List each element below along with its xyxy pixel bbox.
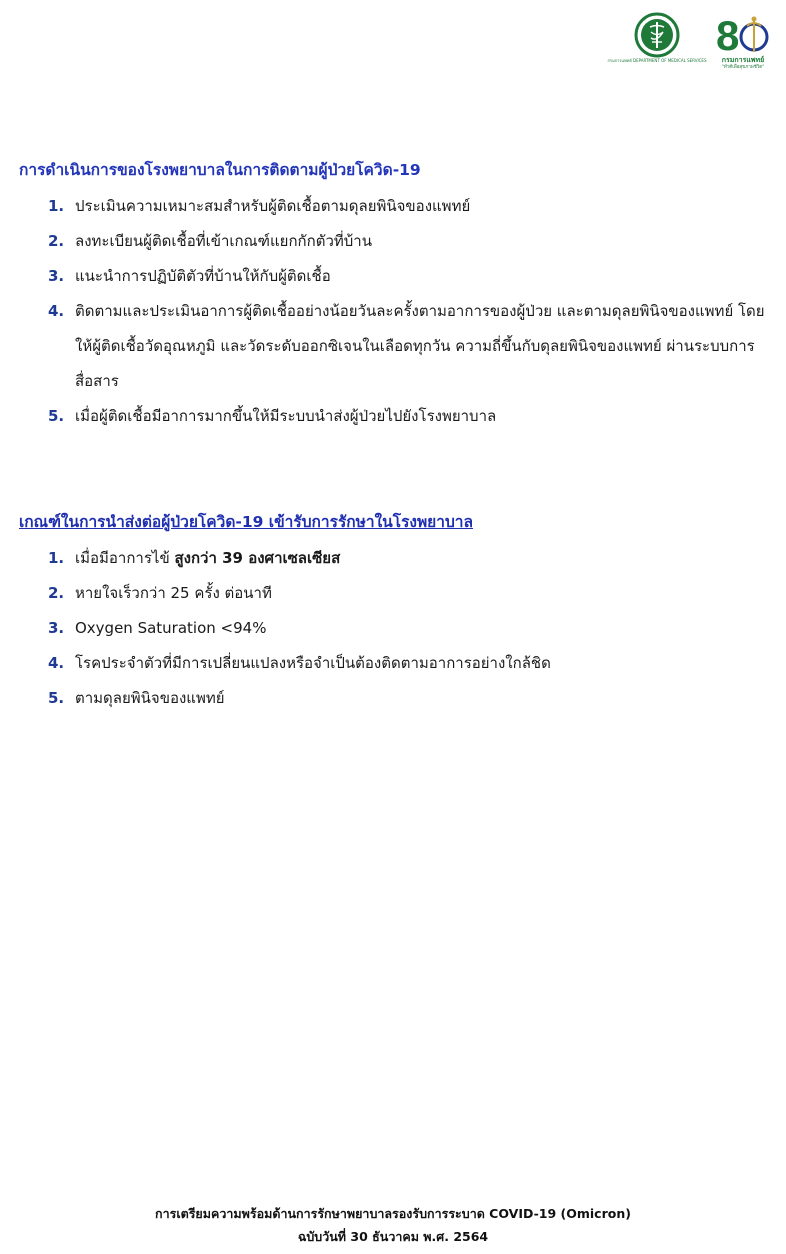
list-item [19,224,766,259]
list-item-text: หายใจเร็วกว่า 25 ครั้ง ต่อนาที [75,584,272,602]
anniversary-80-slogan: "ทำดีเพื่อสุขภาพชีวิต" [721,65,765,70]
fever-criterion-prefix: เมื่อมีอาการไข้ [75,549,175,567]
section-referral-criteria [19,510,766,716]
list-item-text: ประเมินความเหมาะสมสำหรับผู้ติดเชื้อตามดุลยพินิจของแพทย์ [75,197,471,215]
dms-logo-label: กรมการแพทย์ DEPARTMENT OF MEDICAL SERVICES [607,58,707,63]
anniversary-80-label: กรมการแพทย์ [721,56,765,64]
header-logos [607,12,772,71]
list-item [19,399,766,434]
anniversary-80-logo [714,12,772,71]
list-item-text: Oxygen Saturation <94% [75,619,267,637]
list-item [19,259,766,294]
list-item-text: แนะนำการปฏิบัติตัวที่บ้านให้กับผู้ติดเชื้อ [75,267,331,285]
list-item [19,576,766,611]
list-item [19,611,766,646]
section2-list [19,541,766,716]
list-item-text: ลงทะเบียนผู้ติดเชื้อที่เข้าเกณฑ์แยกกักตัวที่บ้าน [75,232,372,250]
list-item-number: 3. [48,267,65,285]
anniversary-80-emblem-icon [714,12,772,56]
list-item-number: 5. [48,689,65,707]
list-item-number: 5. [48,407,65,425]
section1-list [19,189,766,434]
fever-threshold: สูงกว่า 39 องศาเซลเซียส [174,549,341,567]
dms-logo [607,12,707,64]
list-item-number: 4. [48,654,65,672]
list-item [19,646,766,681]
list-item-number: 1. [48,197,65,215]
list-item [19,541,766,576]
section-hospital-followup [19,158,766,434]
dms-emblem-icon [628,12,686,58]
section2-heading-link[interactable]: เกณฑ์ในการนำส่งต่อผู้ป่วยโควิด-19 เข้ารับการรักษาในโรงพยาบาล [19,513,474,531]
list-item [19,189,766,224]
list-item-text: เมื่อผู้ติดเชื้อมีอาการมากขึ้นให้มีระบบนำส่งผู้ป่วยไปยังโรงพยาบาล [75,407,497,425]
footer-date: ฉบับวันที่ 30 ธันวาคม พ.ศ. 2564 [297,1229,489,1244]
list-item-number: 4. [48,302,65,320]
list-item-number: 3. [48,619,65,637]
list-item [19,681,766,716]
list-item-text: ติดตามและประเมินอาการผู้ติดเชื้ออย่างน้อยวันละครั้งตามอาการของผู้ป่วย และตามดุลยพินิจของแพทย์ โดยให้ผู้ติดเชื้อวัดอุณหภูมิ และวัดระดับออกซิเจนในเลือดทุกวัน ความถี่ขึ้นกับดุลยพินิจของแพทย์ ผ่านระบบการสื่อสาร [75,302,765,390]
list-item [19,294,766,399]
section1-heading: การดำเนินการของโรงพยาบาลในการติดตามผู้ป่วยโควิด-19 [19,161,421,179]
list-item-number: 1. [48,549,65,567]
list-item-number: 2. [48,232,65,250]
list-item-text: โรคประจำตัวที่มีการเปลี่ยนแปลงหรือจำเป็นต้องติดตามอาการอย่างใกล้ชิด [75,654,551,672]
page-footer [0,1202,786,1248]
footer-title: การเตรียมความพร้อมด้านการรักษาพยาบาลรองรับการระบาด COVID-19 (Omicron) [155,1206,631,1221]
list-item-number: 2. [48,584,65,602]
list-item-text [75,541,766,576]
list-item-text: ตามดุลยพินิจของแพทย์ [75,689,225,707]
svg-text:8: 8 [716,12,740,56]
